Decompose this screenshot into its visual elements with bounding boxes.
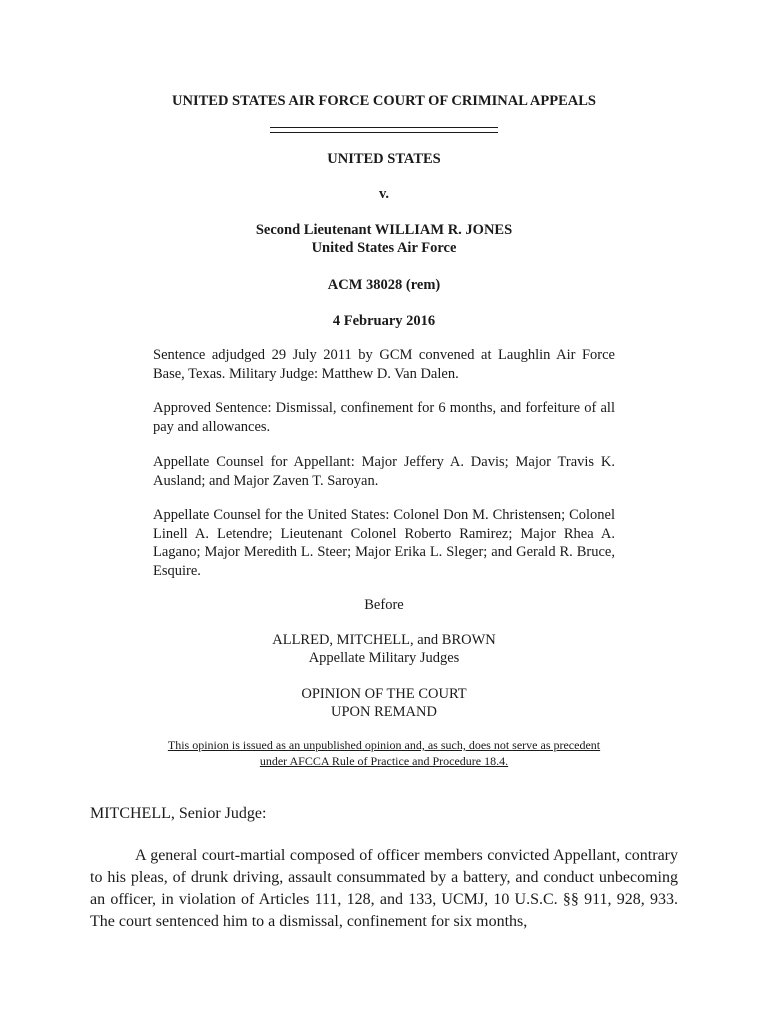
authoring-judge: MITCHELL, Senior Judge: bbox=[90, 805, 267, 822]
panel-judges-title: Appellate Military Judges bbox=[308, 650, 460, 666]
government-counsel bbox=[153, 506, 615, 580]
decision-date: 4 February 2016 bbox=[332, 313, 436, 329]
docket-number: ACM 38028 (rem) bbox=[327, 277, 441, 293]
caption-versus: v. bbox=[378, 186, 390, 202]
unpublished-note-line2: under AFCCA Rule of Practice and Procedure 18.4. bbox=[259, 754, 509, 768]
appellant-counsel bbox=[153, 453, 615, 490]
unpublished-note-line1: This opinion is issued as an unpublished opinion and, as such, does not serve as precedent bbox=[167, 738, 601, 752]
appellant-counsel-text: Appellate Counsel for Appellant: Major Jeffery A. Davis; Major Travis K. Ausland; and Major Zaven T. Saroyan. bbox=[153, 454, 615, 489]
caption-defendant-branch: United States Air Force bbox=[311, 240, 457, 256]
government-counsel-text: Appellate Counsel for the United States: Colonel Don M. Christensen; Colonel Linell A. Letendre; Lieutenant Colonel Roberto Ramirez; Major Rhea A. Lagano; Major Meredith L. Steer; Major Erika L. Sleger; and Gerald R. Bruce, Esquire. bbox=[153, 507, 615, 579]
sentence-adjudged bbox=[153, 346, 615, 383]
caption-defendant: Second Lieutenant WILLIAM R. JONES bbox=[255, 222, 513, 238]
sentence-adjudged-text: Sentence adjudged 29 July 2011 by GCM convened at Laughlin Air Force Base, Texas. Military Judge: Matthew D. Van Dalen. bbox=[153, 347, 615, 382]
opinion-subheading: UPON REMAND bbox=[331, 704, 437, 720]
before-label: Before bbox=[364, 597, 404, 613]
opinion-body-text: A general court-martial composed of officer members convicted Appellant, contrary to his pleas, of drunk driving, assault consummated by a battery, and conduct unbecoming an officer, in violation of Articles 111, 128, and 133, UCMJ, 10 U.S.C. §§ 911, 928, 933. The court sentenced him to a dismissal, confinement for six months, bbox=[90, 847, 678, 930]
opinion-heading: OPINION OF THE COURT bbox=[301, 686, 467, 702]
double-rule-divider bbox=[270, 127, 498, 133]
approved-sentence-text: Approved Sentence: Dismissal, confinement for 6 months, and forfeiture of all pay and allowances. bbox=[153, 400, 615, 435]
caption-plaintiff: UNITED STATES bbox=[327, 151, 441, 167]
court-title: UNITED STATES AIR FORCE COURT OF CRIMINAL APPEALS bbox=[172, 93, 596, 109]
opinion-body-paragraph bbox=[90, 845, 678, 933]
approved-sentence bbox=[153, 399, 615, 436]
panel-judges: ALLRED, MITCHELL, and BROWN bbox=[272, 632, 496, 648]
